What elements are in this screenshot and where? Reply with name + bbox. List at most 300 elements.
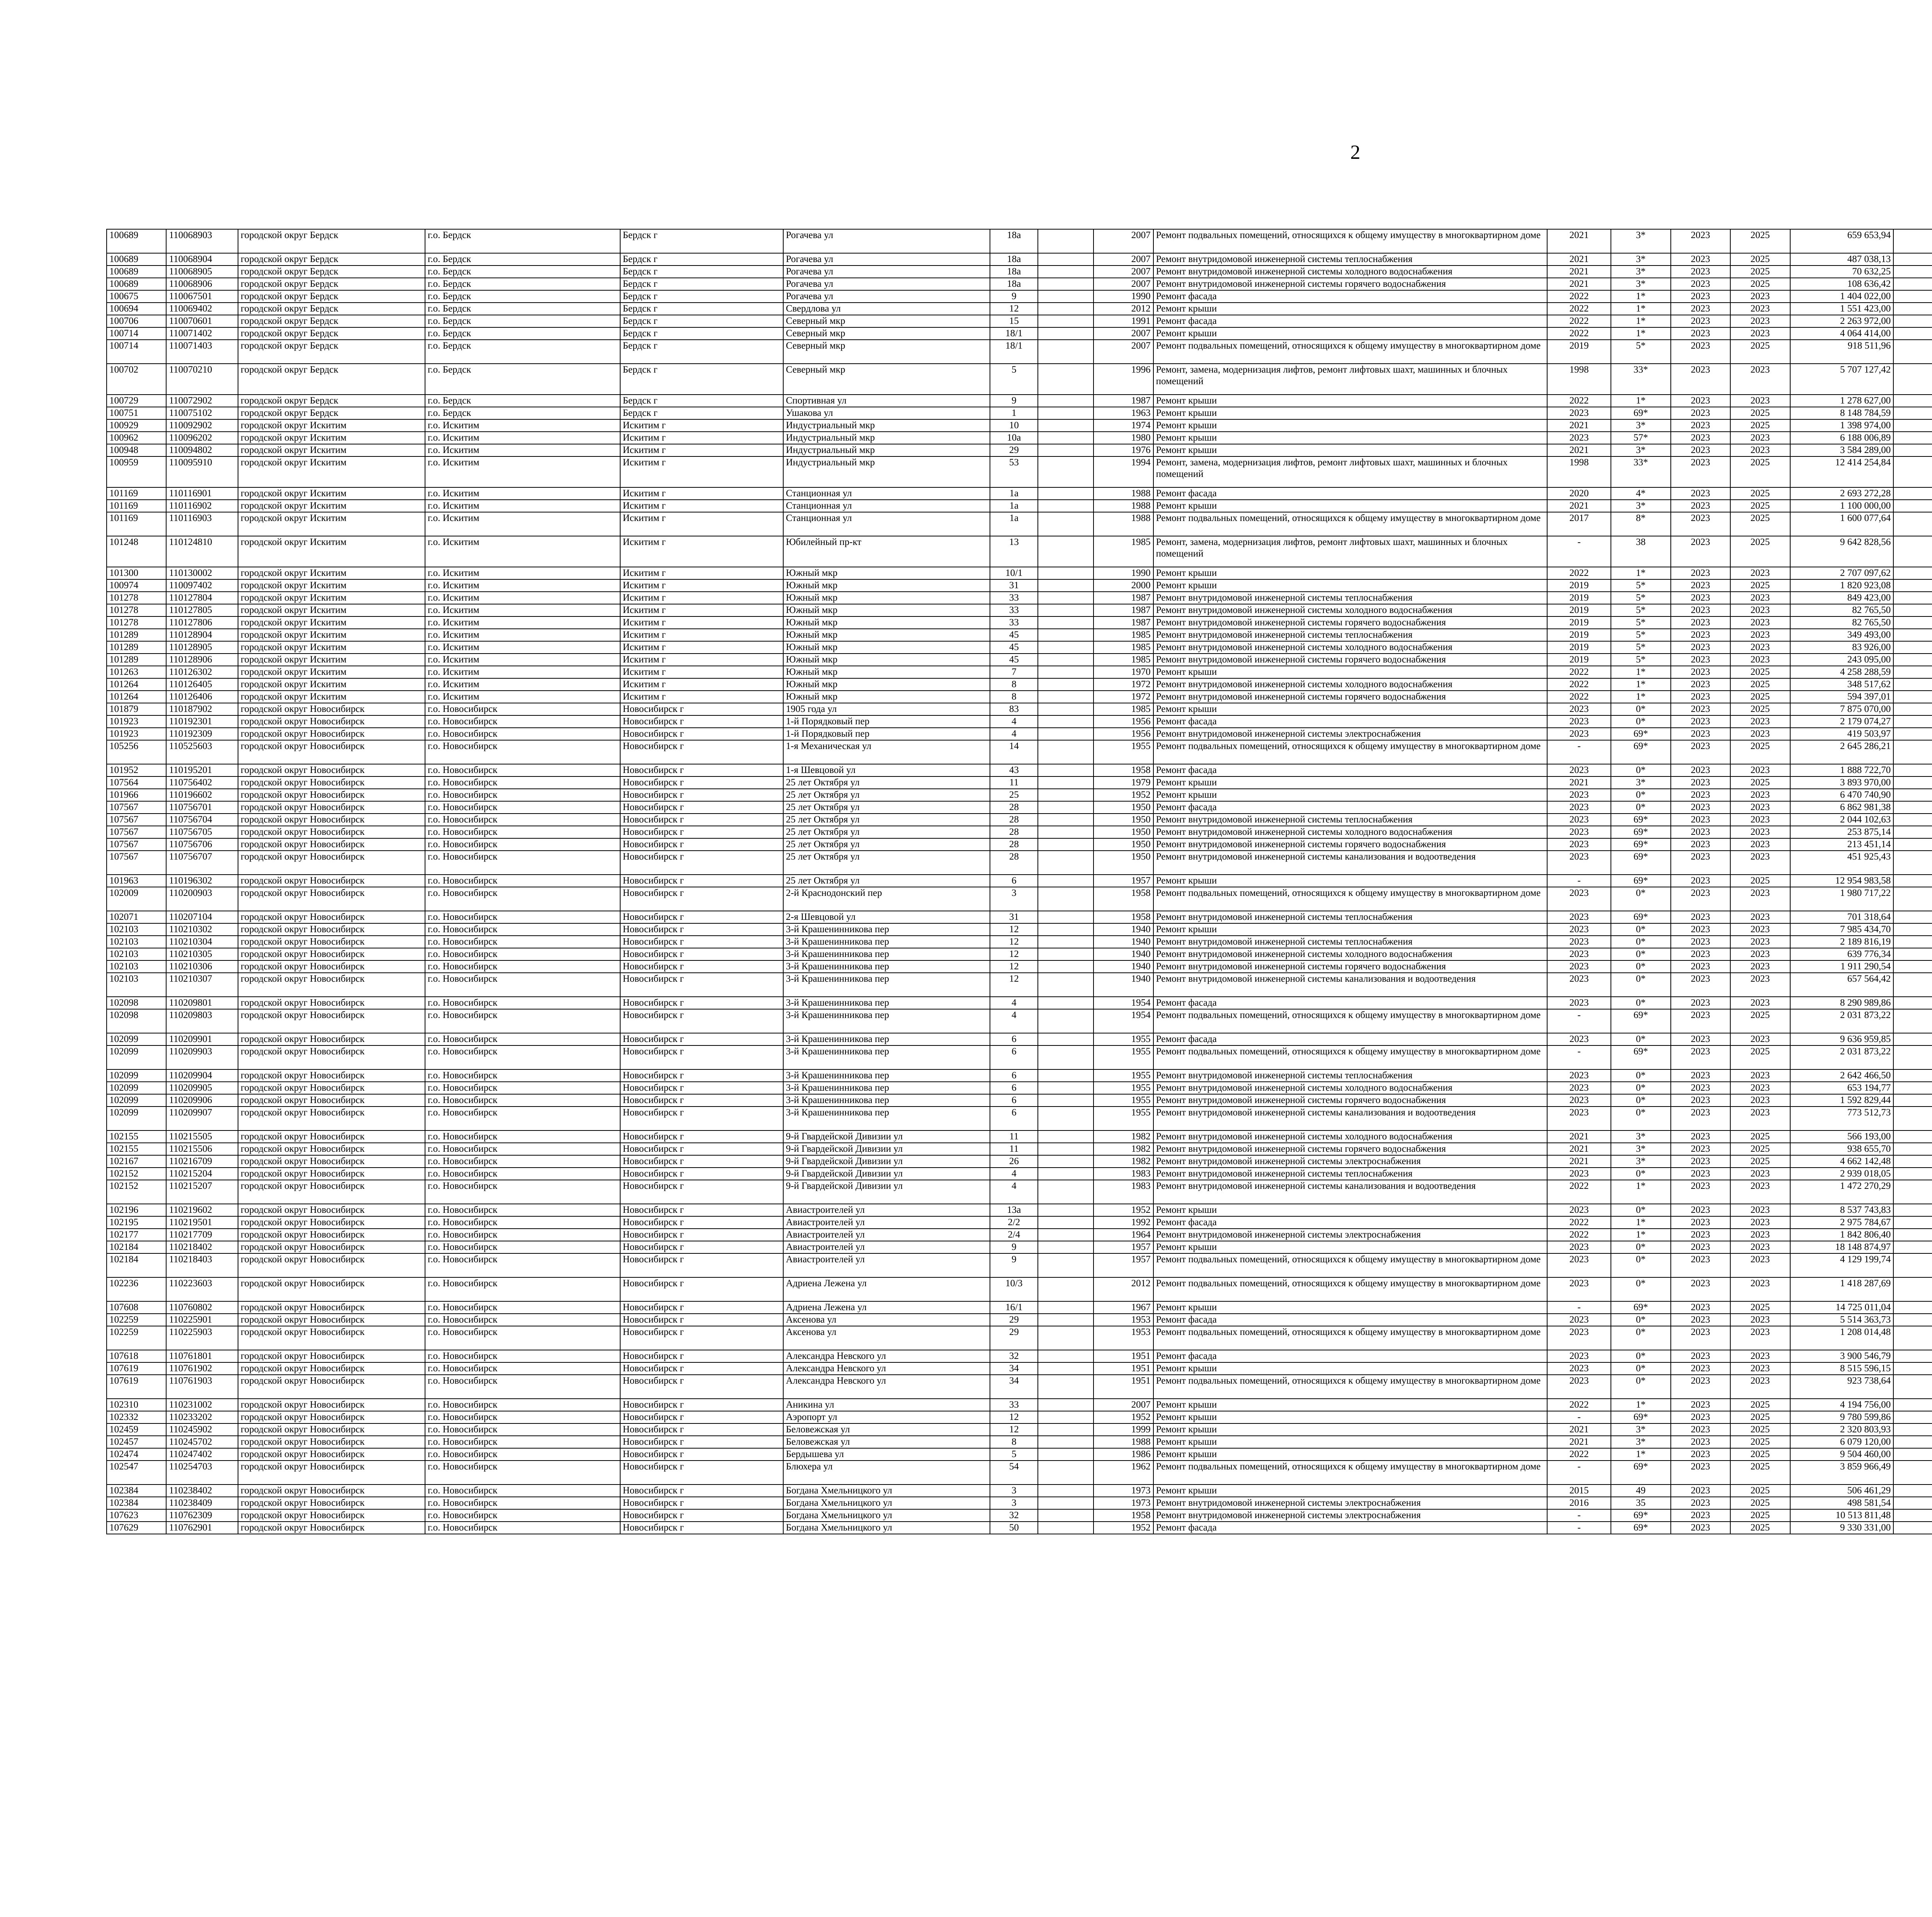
table-cell: 102177 (107, 1229, 166, 1241)
table-cell: 9 (990, 1241, 1038, 1253)
table-cell: 102474 (107, 1448, 166, 1461)
table-cell (1038, 1350, 1094, 1362)
table-cell: 110070601 (166, 315, 238, 327)
table-cell: 1 208 014,48 (1790, 1326, 1894, 1350)
table-cell: Индустриальный мкр (783, 444, 990, 456)
table-cell: 2023 (1671, 395, 1730, 407)
table-cell: 1951 (1094, 1362, 1153, 1375)
table-cell (1893, 1522, 1932, 1534)
table-cell: 11 (990, 776, 1038, 789)
table-cell: городской округ Новосибирск (238, 826, 425, 838)
table-cell: 1* (1611, 395, 1670, 407)
table-cell: 110128906 (166, 654, 238, 666)
table-row (107, 948, 1932, 960)
table-cell: 102184 (107, 1241, 166, 1253)
table-cell: Бердск г (620, 253, 783, 266)
table-cell (1893, 567, 1932, 579)
table-cell: 0* (1611, 887, 1670, 911)
table-cell: 2023 (1730, 948, 1790, 960)
table-cell: 2025 (1730, 875, 1790, 887)
table-cell: г.о. Новосибирск (425, 1107, 620, 1130)
table-cell: городской округ Новосибирск (238, 764, 425, 776)
table-cell: 1973 (1094, 1497, 1153, 1509)
table-cell: 2025 (1730, 487, 1790, 500)
table-cell: 110762309 (166, 1509, 238, 1522)
table-cell: 29 (990, 1326, 1038, 1350)
table-cell: городской округ Новосибирск (238, 1497, 425, 1509)
table-cell (1893, 1143, 1932, 1155)
table-cell: 2023 (1671, 728, 1730, 740)
table-cell: городской округ Новосибирск (238, 1277, 425, 1301)
table-cell (1038, 229, 1094, 253)
table-cell: городской округ Новосибирск (238, 1241, 425, 1253)
table-cell: 100694 (107, 303, 166, 315)
table-cell: г.о. Новосибирск (425, 1423, 620, 1436)
table-cell: 102009 (107, 887, 166, 911)
table-cell: г.о. Новосибирск (425, 1350, 620, 1362)
table-cell: городской округ Бердск (238, 407, 425, 419)
table-cell: Ремонт подвальных помещений, относящихся к общему имуществу в многоквартирном доме (1153, 1375, 1548, 1399)
table-cell: г.о. Бердск (425, 407, 620, 419)
table-cell: 101278 (107, 592, 166, 604)
table-cell: Ремонт подвальных помещений, относящихся к общему имуществу в многоквартирном доме (1153, 1009, 1548, 1033)
table-cell: 3* (1611, 500, 1670, 512)
table-cell: 2023 (1547, 1168, 1611, 1180)
table-cell: 2022 (1547, 691, 1611, 703)
table-cell: г.о. Искитим (425, 444, 620, 456)
table-cell: - (1547, 1411, 1611, 1423)
table-cell: городской округ Новосибирск (238, 1461, 425, 1485)
table-cell: 2021 (1547, 1436, 1611, 1448)
table-cell: Новосибирск г (620, 1229, 783, 1241)
table-cell: 1951 (1094, 1350, 1153, 1362)
table-cell (1893, 290, 1932, 303)
table-cell: 102384 (107, 1497, 166, 1509)
table-cell: 9-й Гвардейской Дивизии ул (783, 1168, 990, 1180)
table-cell (1893, 703, 1932, 715)
table-cell: 31 (990, 579, 1038, 592)
table-cell: 1 888 722,70 (1790, 764, 1894, 776)
table-row (107, 444, 1932, 456)
table-cell: 1972 (1094, 691, 1153, 703)
table-cell: Новосибирск г (620, 1314, 783, 1326)
table-cell: Ремонт внутридомовой инженерной системы канализования и водоотведения (1153, 973, 1548, 997)
table-cell: 107564 (107, 776, 166, 789)
table-cell: 100714 (107, 340, 166, 364)
table-cell: 1905 года ул (783, 703, 990, 715)
table-cell: г.о. Искитим (425, 456, 620, 487)
table-cell: Ремонт внутридомовой инженерной системы электроснабжения (1153, 728, 1548, 740)
table-cell (1038, 1082, 1094, 1094)
table-cell (1038, 666, 1094, 678)
table-cell: 102547 (107, 1461, 166, 1485)
table-cell: 10 513 811,48 (1790, 1509, 1894, 1522)
table-cell (1893, 1045, 1932, 1069)
table-cell: Ремонт крыши (1153, 1204, 1548, 1216)
table-cell: 2023 (1671, 997, 1730, 1009)
table-cell: 3-й Крашенинникова пер (783, 1009, 990, 1033)
table-cell: 101169 (107, 487, 166, 500)
table-cell: 2023 (1671, 1168, 1730, 1180)
table-cell (1038, 1362, 1094, 1375)
table-cell: 110209907 (166, 1107, 238, 1130)
table-row (107, 536, 1932, 567)
table-cell: Бердск г (620, 340, 783, 364)
table-cell: 1963 (1094, 407, 1153, 419)
table-cell: 5* (1611, 579, 1670, 592)
table-cell (1038, 1045, 1094, 1069)
table-cell (1038, 1301, 1094, 1314)
table-cell: Новосибирск г (620, 1082, 783, 1094)
table-cell: 4 (990, 1009, 1038, 1033)
table-cell: 1992 (1094, 1216, 1153, 1229)
table-cell: 2023 (1671, 1375, 1730, 1399)
table-cell: 2023 (1547, 715, 1611, 728)
table-cell: 107619 (107, 1375, 166, 1399)
table-cell: 10/3 (990, 1277, 1038, 1301)
table-cell: Ремонт крыши (1153, 1411, 1548, 1423)
table-cell: городской округ Искитим (238, 629, 425, 641)
table-cell: Авиастроителей ул (783, 1241, 990, 1253)
table-row (107, 936, 1932, 948)
table-cell: 5* (1611, 592, 1670, 604)
table-cell: 101963 (107, 875, 166, 887)
table-cell (1038, 1461, 1094, 1485)
table-cell: 1 842 806,40 (1790, 1229, 1894, 1241)
table-row (107, 1216, 1932, 1229)
table-cell: 2023 (1671, 1107, 1730, 1130)
table-cell: 2023 (1547, 407, 1611, 419)
table-cell: 110196602 (166, 789, 238, 801)
table-cell: 2021 (1547, 253, 1611, 266)
table-cell: 110756705 (166, 826, 238, 838)
table-cell: 110761903 (166, 1375, 238, 1399)
table-cell: Блюхера ул (783, 1461, 990, 1485)
table-cell: Южный мкр (783, 654, 990, 666)
table-cell: г.о. Искитим (425, 536, 620, 567)
table-cell: 2023 (1730, 327, 1790, 340)
table-cell: 110210306 (166, 960, 238, 973)
table-cell: 110245902 (166, 1423, 238, 1436)
table-cell (1038, 875, 1094, 887)
table-cell: 2023 (1547, 1253, 1611, 1277)
table-cell: Бердск г (620, 278, 783, 290)
table-cell: 110761801 (166, 1350, 238, 1362)
table-cell: 2023 (1671, 740, 1730, 764)
table-cell: 2023 (1547, 1107, 1611, 1130)
table-cell: Ремонт подвальных помещений, относящихся к общему имуществу в многоквартирном доме (1153, 512, 1548, 536)
table-cell: городской округ Новосибирск (238, 703, 425, 715)
table-cell: 31 (990, 911, 1038, 923)
table-cell: г.о. Новосибирск (425, 1375, 620, 1399)
table-cell: Новосибирск г (620, 789, 783, 801)
table-cell: 2023 (1730, 1204, 1790, 1216)
table-cell: 2023 (1730, 1362, 1790, 1375)
table-cell: Богдана Хмельницкого ул (783, 1497, 990, 1509)
table-cell: 2023 (1671, 691, 1730, 703)
table-cell (1893, 487, 1932, 500)
table-cell: 3-й Крашенинникова пер (783, 973, 990, 997)
table-cell: г.о. Новосибирск (425, 1485, 620, 1497)
table-cell: 2023 (1671, 801, 1730, 814)
table-cell: городской округ Новосибирск (238, 1423, 425, 1436)
table-cell: 69* (1611, 1045, 1670, 1069)
table-cell: 110207104 (166, 911, 238, 923)
table-cell: 2023 (1730, 1350, 1790, 1362)
table-cell: 69* (1611, 1522, 1670, 1534)
table-cell: 2025 (1730, 407, 1790, 419)
table-cell: 110209803 (166, 1009, 238, 1033)
table-cell: 28 (990, 801, 1038, 814)
table-cell: 100751 (107, 407, 166, 419)
table-row (107, 960, 1932, 973)
table-cell: г.о. Бердск (425, 253, 620, 266)
table-cell: 0* (1611, 1082, 1670, 1094)
table-cell (1038, 1253, 1094, 1277)
table-cell (1038, 1509, 1094, 1522)
table-cell: 2021 (1547, 1155, 1611, 1168)
table-cell (1038, 936, 1094, 948)
table-cell (1038, 1423, 1094, 1436)
table-cell: городской округ Новосибирск (238, 776, 425, 789)
table-cell: 107623 (107, 1509, 166, 1522)
table-cell: 2023 (1730, 851, 1790, 875)
table-cell: Южный мкр (783, 567, 990, 579)
table-cell (1893, 407, 1932, 419)
table-row (107, 1069, 1932, 1082)
table-cell: 12 (990, 1411, 1038, 1423)
table-cell: 2025 (1730, 1143, 1790, 1155)
table-cell: 918 511,96 (1790, 340, 1894, 364)
table-cell: 107567 (107, 801, 166, 814)
table-cell: Новосибирск г (620, 1143, 783, 1155)
table-row (107, 641, 1932, 654)
table-cell (1038, 1436, 1094, 1448)
table-cell: 4 258 288,59 (1790, 666, 1894, 678)
table-cell (1893, 776, 1932, 789)
table-cell (1893, 1509, 1932, 1522)
table-cell: 2025 (1730, 1155, 1790, 1168)
table-cell: 33 (990, 1399, 1038, 1411)
table-cell (1893, 579, 1932, 592)
table-row (107, 456, 1932, 487)
table-cell: 110127806 (166, 616, 238, 629)
table-cell: 12 (990, 923, 1038, 936)
table-cell: 110525603 (166, 740, 238, 764)
table-cell: 2023 (1730, 303, 1790, 315)
table-cell: 3 584 289,00 (1790, 444, 1894, 456)
table-cell (1893, 432, 1932, 444)
table-row (107, 1497, 1932, 1509)
table-cell: городской округ Бердск (238, 278, 425, 290)
table-cell: 6 862 981,38 (1790, 801, 1894, 814)
table-cell: 1955 (1094, 1094, 1153, 1107)
table-cell: Станционная ул (783, 512, 990, 536)
table-row (107, 691, 1932, 703)
table-cell: городской округ Искитим (238, 567, 425, 579)
table-cell: 2007 (1094, 266, 1153, 278)
table-cell: 2023 (1671, 703, 1730, 715)
table-cell (1038, 407, 1094, 419)
table-cell: 5* (1611, 616, 1670, 629)
table-cell: Новосибирск г (620, 740, 783, 764)
table-cell: 110187902 (166, 703, 238, 715)
table-cell: Ремонт внутридомовой инженерной системы горячего водоснабжения (1153, 654, 1548, 666)
table-cell: 110756707 (166, 851, 238, 875)
table-cell: г.о. Новосибирск (425, 764, 620, 776)
table-cell: 2023 (1547, 801, 1611, 814)
table-cell: 12 954 983,58 (1790, 875, 1894, 887)
table-row (107, 1094, 1932, 1107)
table-cell (1893, 826, 1932, 838)
table-cell (1893, 1107, 1932, 1130)
table-cell: 6 079 120,00 (1790, 1436, 1894, 1448)
table-cell: Новосибирск г (620, 1301, 783, 1314)
table-cell: г.о. Искитим (425, 629, 620, 641)
table-cell: 1958 (1094, 764, 1153, 776)
table-cell: 2023 (1671, 923, 1730, 936)
table-cell: 2021 (1547, 229, 1611, 253)
table-cell: городской округ Искитим (238, 654, 425, 666)
table-cell: 18а (990, 253, 1038, 266)
table-cell: г.о. Новосибирск (425, 1399, 620, 1411)
table-cell: 102332 (107, 1411, 166, 1423)
table-cell: 0* (1611, 1375, 1670, 1399)
table-cell: 657 564,42 (1790, 973, 1894, 997)
table-cell: 0* (1611, 1362, 1670, 1375)
table-cell (1893, 395, 1932, 407)
table-cell: 1983 (1094, 1168, 1153, 1180)
table-cell: 2023 (1547, 764, 1611, 776)
table-cell: Новосибирск г (620, 1069, 783, 1082)
table-cell: Ремонт крыши (1153, 419, 1548, 432)
table-cell: Ремонт крыши (1153, 444, 1548, 456)
table-cell: 25 лет Октября ул (783, 776, 990, 789)
table-cell: 69* (1611, 911, 1670, 923)
table-cell: 45 (990, 629, 1038, 641)
table-cell: 102195 (107, 1216, 166, 1229)
table-cell (1893, 419, 1932, 432)
table-cell: 110238409 (166, 1497, 238, 1509)
table-cell: 2023 (1671, 303, 1730, 315)
table-cell: 2023 (1730, 432, 1790, 444)
table-row (107, 395, 1932, 407)
table-cell (1893, 997, 1932, 1009)
table-cell: г.о. Новосибирск (425, 1130, 620, 1143)
table-cell: 2023 (1671, 1253, 1730, 1277)
table-cell: 2023 (1671, 715, 1730, 728)
table-cell: 9 (990, 1253, 1038, 1277)
table-cell: Ремонт внутридомовой инженерной системы горячего водоснабжения (1153, 838, 1548, 851)
table-cell: 3-й Крашенинникова пер (783, 997, 990, 1009)
table-cell: 2022 (1547, 1399, 1611, 1411)
table-cell (1038, 1229, 1094, 1241)
table-cell: 107567 (107, 826, 166, 838)
table-cell: 2 642 466,50 (1790, 1069, 1894, 1082)
table-cell: 33 (990, 604, 1038, 616)
table-cell: 0* (1611, 923, 1670, 936)
table-cell: Аникина ул (783, 1399, 990, 1411)
table-cell: 69* (1611, 875, 1670, 887)
table-cell: 2023 (1671, 1241, 1730, 1253)
table-cell: 1955 (1094, 1107, 1153, 1130)
table-cell: 1954 (1094, 1009, 1153, 1033)
table-cell: 2025 (1730, 703, 1790, 715)
table-cell: г.о. Искитим (425, 678, 620, 691)
table-cell: 110116902 (166, 500, 238, 512)
table-cell: 16/1 (990, 1301, 1038, 1314)
table-cell: 102071 (107, 911, 166, 923)
table-cell: Богдана Хмельницкого ул (783, 1485, 990, 1497)
table-cell: Ремонт крыши (1153, 327, 1548, 340)
table-cell (1893, 851, 1932, 875)
table-cell: 102310 (107, 1399, 166, 1411)
table-cell: 1972 (1094, 678, 1153, 691)
table-cell: 2023 (1671, 1229, 1730, 1241)
table-cell: 101169 (107, 512, 166, 536)
table-row (107, 407, 1932, 419)
table-cell: 2025 (1730, 456, 1790, 487)
table-cell: 2000 (1094, 579, 1153, 592)
table-cell: 49 (1611, 1485, 1670, 1497)
table-cell: 1964 (1094, 1229, 1153, 1241)
table-cell: 9-й Гвардейской Дивизии ул (783, 1155, 990, 1168)
table-cell: 28 (990, 838, 1038, 851)
table-cell (1038, 1241, 1094, 1253)
table-cell: Бердск г (620, 229, 783, 253)
table-cell (1893, 1180, 1932, 1204)
table-cell: 1974 (1094, 419, 1153, 432)
table-cell: Искитим г (620, 678, 783, 691)
table-cell: Новосибирск г (620, 1423, 783, 1436)
table-cell: 2023 (1671, 592, 1730, 604)
table-cell: 3-й Крашенинникова пер (783, 1069, 990, 1082)
table-cell: 1-й Порядковый пер (783, 728, 990, 740)
table-cell (1038, 1326, 1094, 1350)
table-cell: 3 (990, 887, 1038, 911)
table-row (107, 303, 1932, 315)
table-cell: городской округ Новосибирск (238, 1350, 425, 1362)
table-cell: 2025 (1730, 1411, 1790, 1423)
table-cell: 2007 (1094, 327, 1153, 340)
table-cell: 3* (1611, 278, 1670, 290)
table-cell (1893, 936, 1932, 948)
table-cell: 102155 (107, 1130, 166, 1143)
table-cell: 2023 (1730, 395, 1790, 407)
table-cell: 1979 (1094, 776, 1153, 789)
table-cell: 110126405 (166, 678, 238, 691)
table-cell (1038, 1204, 1094, 1216)
table-cell: 2025 (1730, 776, 1790, 789)
table-cell: 1 551 423,00 (1790, 303, 1894, 315)
table-cell: 110192301 (166, 715, 238, 728)
table-cell: Рогачева ул (783, 253, 990, 266)
table-row (107, 1423, 1932, 1436)
table-cell: Ремонт внутридомовой инженерной системы холодного водоснабжения (1153, 1130, 1548, 1143)
table-cell: Ремонт фасада (1153, 487, 1548, 500)
table-cell (1893, 678, 1932, 691)
table-cell (1893, 923, 1932, 936)
table-row (107, 616, 1932, 629)
table-row (107, 1082, 1932, 1094)
table-cell (1893, 444, 1932, 456)
table-cell: 54 (990, 1461, 1038, 1485)
table-cell: 1* (1611, 315, 1670, 327)
table-cell: городской округ Новосибирск (238, 1180, 425, 1204)
table-cell: 2021 (1547, 776, 1611, 789)
table-cell: 102457 (107, 1436, 166, 1448)
table-cell: Богдана Хмельницкого ул (783, 1509, 990, 1522)
